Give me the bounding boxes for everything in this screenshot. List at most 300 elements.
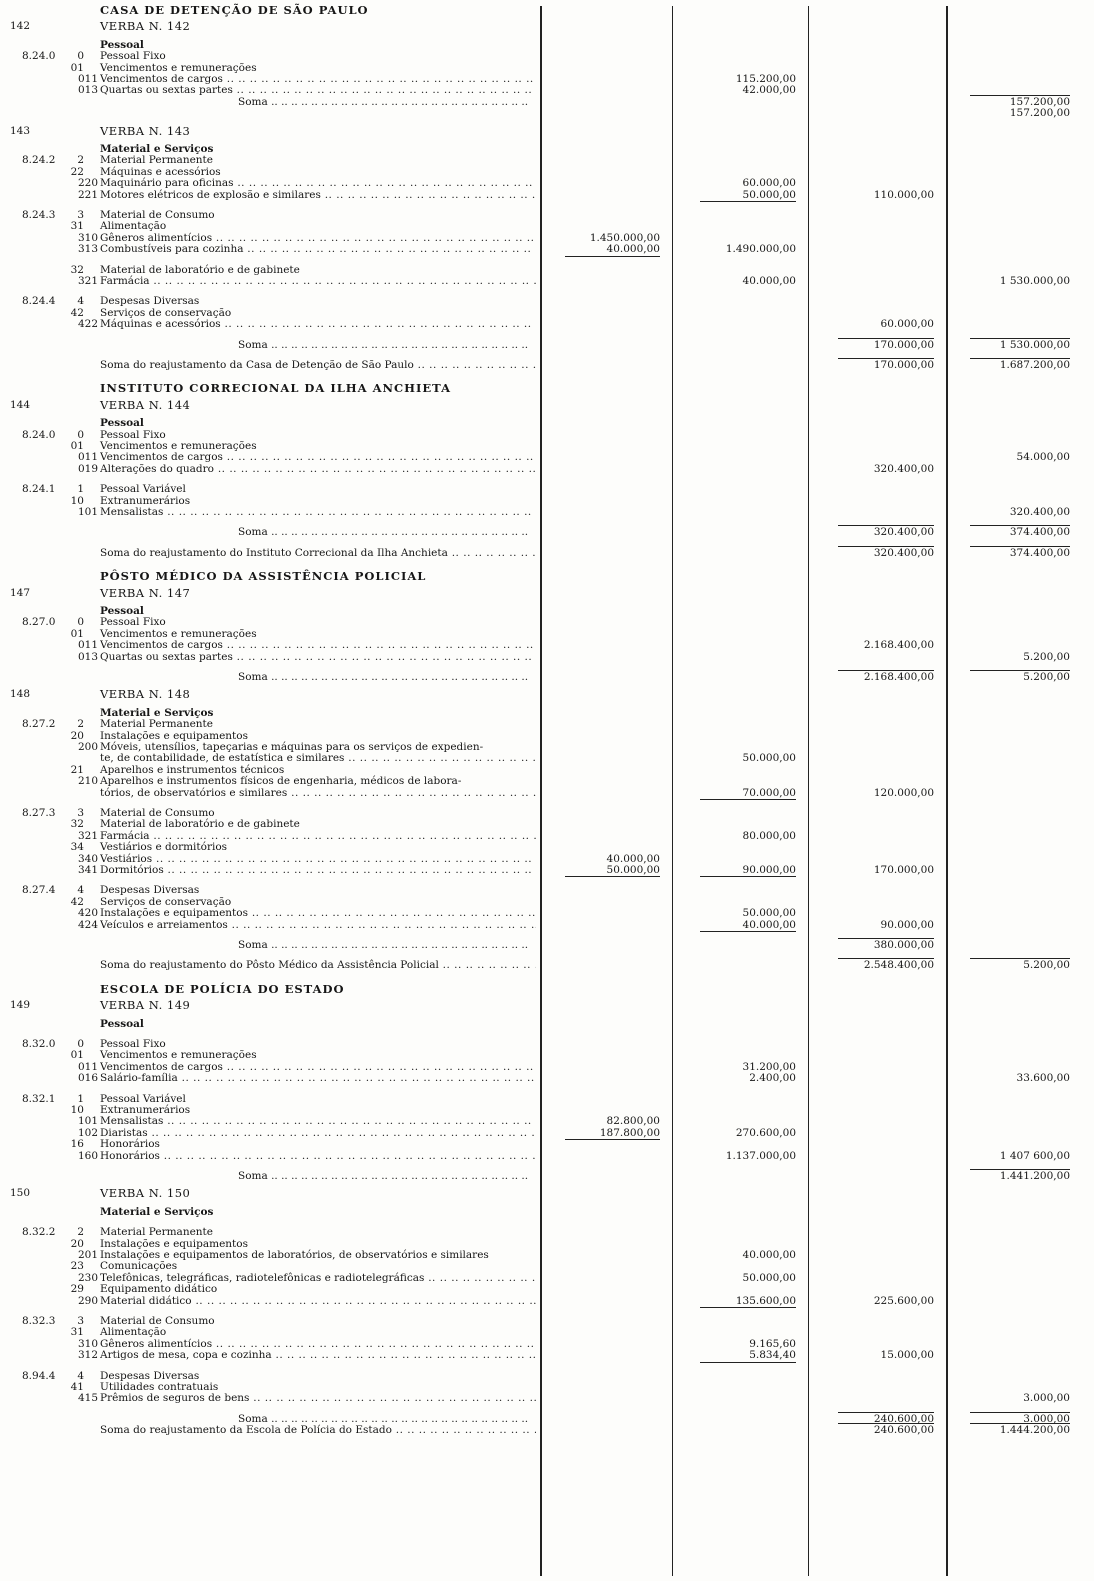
column-rule [540,6,542,1576]
item-description: Instalações e equipamentos .. .. [100,907,536,919]
item-description: Despesas Diversas [100,884,200,897]
ledger-row [0,1260,1094,1272]
ledger-row [0,62,1094,74]
total-rule [970,358,1070,359]
consignacao-code: 0 [77,50,84,63]
section-title: INSTITUTO CORRECIONAL DA ILHA ANCHIETA [100,381,452,396]
total-rule [970,1412,1070,1413]
amount-c3: 240.600,00 [873,1424,934,1437]
item-description: Pessoal Fixo [100,1038,166,1050]
consignacao-code: 42 [70,895,84,908]
item-description: Dormitórios .. .. [100,864,536,876]
ledger-row [0,84,1094,96]
amount-c3: 110.000,00 [873,188,934,201]
item-description: Soma do reajustamento do Instituto Correcional da Ilha Anchieta .. .. [100,547,536,559]
item-description: Veículos e arreiamentos .. .. [100,919,536,931]
soma-label: Soma .. .. [238,1170,536,1182]
item-description: Máquinas e acessórios .. .. [100,318,536,330]
consignacao-code: 20 [70,1237,84,1250]
total-rule [565,876,660,877]
item-code: 013 [77,650,98,663]
item-description: te, de contabilidade, de estatística e similares .. .. [100,752,536,764]
item-code: 312 [77,1349,98,1362]
ledger-row [0,730,1094,742]
item-description: Serviços de conservação [100,306,232,319]
item-description: Material de laboratório e de gabinete [100,263,300,276]
item-description: Vencimentos de cargos .. .. [100,73,536,85]
ledger-row [0,587,1094,599]
consignacao-code: 3 [77,807,84,819]
consignacao-code: 29 [70,1283,84,1296]
amount-c2: 9.165,60 [749,1337,796,1350]
soma-label: Soma .. .. [238,1413,536,1425]
total-rule [838,525,934,526]
item-description: Vencimentos de cargos .. .. [100,639,536,651]
section-title: CASA DE DETENÇÃO DE SÃO PAULO [100,3,369,17]
amount-c4: 33.600,00 [1016,1072,1070,1085]
item-description: Quartas ou sextas partes .. .. [100,651,536,663]
amount-c2: 5.834,40 [749,1349,796,1362]
ledger-row [0,1249,1094,1261]
total-rule [700,201,796,202]
item-description: Telefônicas, telegráficas, radiotelefônicas e radiotelegráficas .. .. [100,1272,536,1284]
verba-number: 147 [10,586,31,599]
amount-c1: 1.450.000,00 [589,231,660,244]
ledger-row [0,1093,1094,1105]
amount-c4: 320.400,00 [1009,506,1070,518]
ledger-row [0,1150,1094,1162]
verba-number: 143 [10,124,31,137]
ledger-row [0,688,1094,700]
consignacao-code: 20 [70,729,84,742]
item-description: Pessoal Variável [100,483,186,496]
consignacao-code: 1 [77,1092,84,1105]
ledger-row [0,1138,1094,1150]
consignacao-code: 23 [70,1260,84,1273]
total-rule [838,938,934,939]
ledger-row [0,651,1094,663]
ledger-row [0,50,1094,62]
consignacao-code: 21 [70,763,84,776]
item-description: Aparelhos e instrumentos físicos de engenharia, médicos de labora- [100,775,462,788]
item-description: Soma do reajustamento da Escola de Polícia do Estado .. .. [100,1424,536,1436]
amount-c4: 5.200,00 [1023,650,1070,663]
total-rule [970,1423,1070,1424]
item-code: 415 [77,1392,98,1405]
verba-label: VERBA N. 150 [100,1186,191,1201]
amount-c2: 40.000,00 [742,1249,796,1261]
amount-c1: 82.800,00 [606,1115,660,1128]
consignacao-code: 10 [70,1104,84,1116]
verba-number: 149 [10,999,31,1012]
item-description: Pessoal [100,1017,144,1030]
item-code: 321 [77,829,98,842]
item-code: 310 [77,231,98,244]
amount-c4: 3.000,00 [1023,1392,1070,1405]
amount-c3: 15.000,00 [880,1349,934,1362]
amount-c2: 135.600,00 [735,1294,796,1307]
amount-c3: 320.400,00 [873,546,934,559]
item-description: tórios, de observatórios e similares .. .. [100,787,536,799]
amount-c3: 120.000,00 [873,786,934,799]
item-description: Material de laboratório e de gabinete [100,818,300,831]
item-description: Instalações e equipamentos de laboratórios, de observatórios e similares [100,1249,489,1261]
total-rule [838,546,934,547]
column-rule [672,6,673,1576]
amount-c4: 374.400,00 [1009,526,1070,539]
amount-c4: 1 407 600,00 [999,1149,1070,1162]
amount-c3: 170.000,00 [873,359,934,371]
item-description: Maquinário para oficinas .. .. [100,177,536,189]
verba-label: VERBA N. 148 [100,687,191,702]
ledger-row [0,707,1094,719]
item-description: Material Permanente [100,718,213,731]
item-description: Alterações do quadro .. .. [100,463,536,475]
consignacao-code: 01 [70,627,84,640]
total-rule [838,1412,934,1413]
ledger-row [0,1061,1094,1073]
classification-code: 8.32.1 [22,1092,56,1105]
ledger-row [0,429,1094,441]
ledger-row [0,1018,1094,1030]
ledger-row [0,359,1094,371]
ledger-row [0,399,1094,411]
ledger-row [0,39,1094,51]
ledger-row [0,830,1094,842]
ledger-row [0,841,1094,853]
item-description: Vencimentos e remunerações [100,440,257,452]
item-description: Despesas Diversas [100,1369,200,1382]
ledger-row [0,177,1094,189]
ledger-row [0,907,1094,919]
ledger-row [0,1206,1094,1218]
classification-code: 8.24.2 [22,154,56,167]
ledger-row [0,1295,1094,1307]
consignacao-code: 4 [77,884,84,897]
consignacao-code: 42 [70,306,84,319]
ledger-row [0,570,1094,582]
item-code: 011 [77,1060,98,1073]
amount-c3: 225.600,00 [873,1294,934,1307]
item-description: Pessoal [100,417,144,430]
ledger-row [0,382,1094,394]
ledger-row [0,1115,1094,1127]
total-rule [970,1169,1070,1170]
total-rule [838,338,934,339]
amount-c1: 40.000,00 [606,852,660,865]
amount-c2: 50.000,00 [742,907,796,920]
consignacao-code: 0 [77,428,84,441]
ledger-row [0,1272,1094,1284]
ledger-row [0,232,1094,244]
item-description: Pessoal Fixo [100,428,166,441]
item-description: Vencimentos e remunerações [100,1049,257,1062]
item-code: 290 [77,1294,98,1307]
amount-c2: 80.000,00 [742,829,796,842]
amount-c4: 157.200,00 [1009,95,1070,108]
classification-code: 8.24.4 [22,295,56,308]
consignacao-code: 3 [77,209,84,221]
consignacao-code: 4 [77,1369,84,1382]
item-description: Pessoal [100,605,144,617]
amount-c3: 2.548.400,00 [863,959,934,972]
total-rule [970,525,1070,526]
ledger-row [0,983,1094,995]
item-code: 341 [77,864,98,876]
total-rule [838,1423,934,1424]
ledger-row [0,787,1094,799]
amount-c4: 157.200,00 [1009,107,1070,120]
verba-number: 142 [10,20,31,33]
item-code: 101 [77,506,98,518]
item-description: Vencimentos e remunerações [100,627,257,640]
ledger-row [0,639,1094,651]
classification-code: 8.32.0 [22,1038,56,1050]
item-description: Aparelhos e instrumentos técnicos [100,763,285,776]
amount-c2: 2.400,00 [749,1072,796,1085]
total-rule [700,931,796,932]
amount-c3: 380.000,00 [873,939,934,951]
consignacao-code: 22 [70,165,84,178]
amount-c2: 70.000,00 [742,786,796,799]
item-description: Alimentação [100,1326,167,1339]
item-description: Utilidades contratuais [100,1381,219,1393]
ledger-row [0,752,1094,764]
amount-c2: 31.200,00 [742,1060,796,1073]
classification-code: 8.32.3 [22,1315,56,1327]
amount-c2: 42.000,00 [742,84,796,97]
item-description: Pessoal [100,38,144,51]
amount-c2: 40.000,00 [742,275,796,287]
item-description: Material de Consumo [100,209,215,221]
section-title: PÔSTO MÉDICO DA ASSISTÊNCIA POLICIAL [100,569,427,584]
item-description: Combustíveis para cozinha .. .. [100,243,536,255]
ledger-row [0,718,1094,730]
consignacao-code: 10 [70,494,84,507]
item-description: Material e Serviços [100,143,214,155]
ledger-row [0,939,1094,951]
amount-c2: 50.000,00 [742,188,796,201]
item-description: Vestiários e dormitórios [100,841,228,854]
item-code: 019 [77,462,98,475]
item-description: Serviços de conservação [100,895,232,908]
classification-code: 8.24.0 [22,428,56,441]
amount-c4: 5.200,00 [1023,959,1070,972]
item-description: Mensalistas .. .. [100,1115,536,1127]
item-code: 201 [77,1249,98,1261]
amount-c4: 1.441.200,00 [999,1170,1070,1182]
classification-code: 8.27.3 [22,807,56,819]
ledger-row [0,166,1094,178]
item-description: Pessoal Fixo [100,50,166,63]
item-code: 230 [77,1271,98,1284]
amount-c2: 1.490.000,00 [725,243,796,256]
ledger-row [0,864,1094,876]
item-code: 101 [77,1115,98,1128]
soma-label: Soma .. .. [238,939,536,951]
ledger-row [0,1127,1094,1139]
soma-label: Soma .. .. [238,339,536,351]
item-description: Artigos de mesa, copa e cozinha .. .. [100,1349,536,1361]
verba-label: VERBA N. 149 [100,998,191,1013]
item-description: Material de Consumo [100,1315,215,1327]
item-code: 424 [77,918,98,931]
amount-c2: 50.000,00 [742,1271,796,1284]
ledger-row [0,1326,1094,1338]
item-description: Honorários [100,1138,160,1151]
consignacao-code: 16 [70,1138,84,1151]
ledger-row [0,1338,1094,1350]
item-code: 220 [77,177,98,190]
ledger-row [0,339,1094,351]
consignacao-code: 01 [70,440,84,452]
item-code: 102 [77,1126,98,1139]
ledger-row [0,4,1094,16]
ledger-row [0,495,1094,507]
amount-c3: 170.000,00 [873,338,934,351]
ledger-row [0,1226,1094,1238]
item-description: Farmácia .. .. [100,275,536,287]
amount-c3: 2.168.400,00 [863,671,934,683]
ledger-row [0,818,1094,830]
consignacao-code: 32 [70,263,84,276]
ledger-row [0,451,1094,463]
classification-code: 8.27.0 [22,616,56,629]
verba-number: 148 [10,688,31,701]
item-description: Material didático .. .. [100,1295,536,1307]
classification-code: 8.27.2 [22,718,56,731]
consignacao-code: 31 [70,220,84,233]
amount-c2: 115.200,00 [735,73,796,85]
item-description: Pessoal Variável [100,1092,186,1105]
consignacao-code: 01 [70,1049,84,1062]
ledger-row [0,506,1094,518]
consignacao-code: 2 [77,1226,84,1239]
consignacao-code: 01 [70,61,84,74]
total-rule [970,958,1070,959]
amount-c2: 90.000,00 [742,864,796,876]
ledger-row [0,154,1094,166]
ledger-row [0,1370,1094,1382]
item-code: 321 [77,275,98,287]
amount-c1: 50.000,00 [606,864,660,876]
ledger-row [0,1038,1094,1050]
ledger-row [0,1170,1094,1182]
total-rule [565,256,660,257]
ledger-row [0,1187,1094,1199]
ledger-row [0,125,1094,137]
item-code: 422 [77,318,98,331]
ledger-row [0,1238,1094,1250]
item-description: Vencimentos de cargos .. .. [100,451,536,463]
amount-c4: 1.687.200,00 [999,359,1070,371]
item-description: Mensalistas .. .. [100,506,536,518]
consignacao-code: 0 [77,616,84,629]
amount-c1: 187.800,00 [599,1126,660,1139]
ledger-row [0,999,1094,1011]
ledger-row [0,1072,1094,1084]
verba-number: 144 [10,398,31,411]
amount-c3: 320.400,00 [873,526,934,539]
amount-c2: 40.000,00 [742,918,796,931]
ledger-row [0,318,1094,330]
ledger-row [0,463,1094,475]
ledger-row [0,741,1094,753]
total-rule [970,546,1070,547]
amount-c1: 40.000,00 [606,243,660,256]
total-rule [970,95,1070,96]
item-code: 011 [77,451,98,464]
verba-label: VERBA N. 143 [100,123,191,138]
total-rule [700,799,796,800]
item-code: 011 [77,73,98,85]
item-description: Vestiários .. .. [100,853,536,865]
amount-c2: 50.000,00 [742,752,796,765]
ledger-row [0,1424,1094,1436]
item-code: 200 [77,741,98,753]
item-description: Motores elétricos de explosão e similares .. .. [100,189,536,201]
item-description: Honorários .. .. [100,1150,536,1162]
total-rule [700,1362,796,1363]
ledger-row [0,896,1094,908]
item-description: Prêmios de seguros de bens .. .. [100,1392,536,1404]
item-description: Material e Serviços [100,1205,214,1218]
ledger-row [0,220,1094,232]
soma-label: Soma .. .. [238,526,536,538]
item-description: Instalações e equipamentos [100,1237,248,1250]
verba-label: VERBA N. 144 [100,397,191,412]
total-rule [838,958,934,959]
item-code: 016 [77,1072,98,1085]
item-description: Pessoal Fixo [100,616,166,629]
amount-c2: 1.137.000,00 [725,1149,796,1162]
verba-label: VERBA N. 147 [100,585,191,600]
ledger-row [0,243,1094,255]
ledger-row [0,107,1094,119]
item-code: 160 [77,1149,98,1162]
ledger-row [0,547,1094,559]
classification-code: 8.32.2 [22,1226,56,1239]
item-description: Soma do reajustamento da Casa de Detenção de São Paulo .. .. [100,359,536,371]
ledger-row [0,526,1094,538]
item-description: Soma do reajustamento do Pôsto Médico da Assistência Policial .. .. [100,959,536,971]
total-rule [700,876,796,877]
ledger-row [0,919,1094,931]
item-description: Gêneros alimentícios .. .. [100,232,536,244]
item-description: Extranumerários [100,1104,191,1116]
item-description: Diaristas .. .. [100,1127,536,1139]
ledger-row [0,20,1094,32]
item-description: Despesas Diversas [100,295,200,308]
ledger-row [0,417,1094,429]
ledger-row [0,275,1094,287]
item-code: 340 [77,852,98,865]
item-description: Material Permanente [100,154,213,167]
column-rule [808,6,809,1576]
soma-label: Soma .. .. [238,671,536,683]
consignacao-code: 31 [70,1326,84,1339]
ledger-row [0,1315,1094,1327]
soma-label: Soma .. .. [238,96,536,108]
consignacao-code: 3 [77,1315,84,1327]
ledger-row [0,1283,1094,1295]
amount-c4: 5.200,00 [1023,671,1070,683]
verba-number: 150 [10,1187,31,1200]
verba-label: VERBA N. 142 [100,19,191,34]
ledger-row [0,671,1094,683]
amount-c4: 374.400,00 [1009,546,1070,559]
ledger-row [0,959,1094,971]
